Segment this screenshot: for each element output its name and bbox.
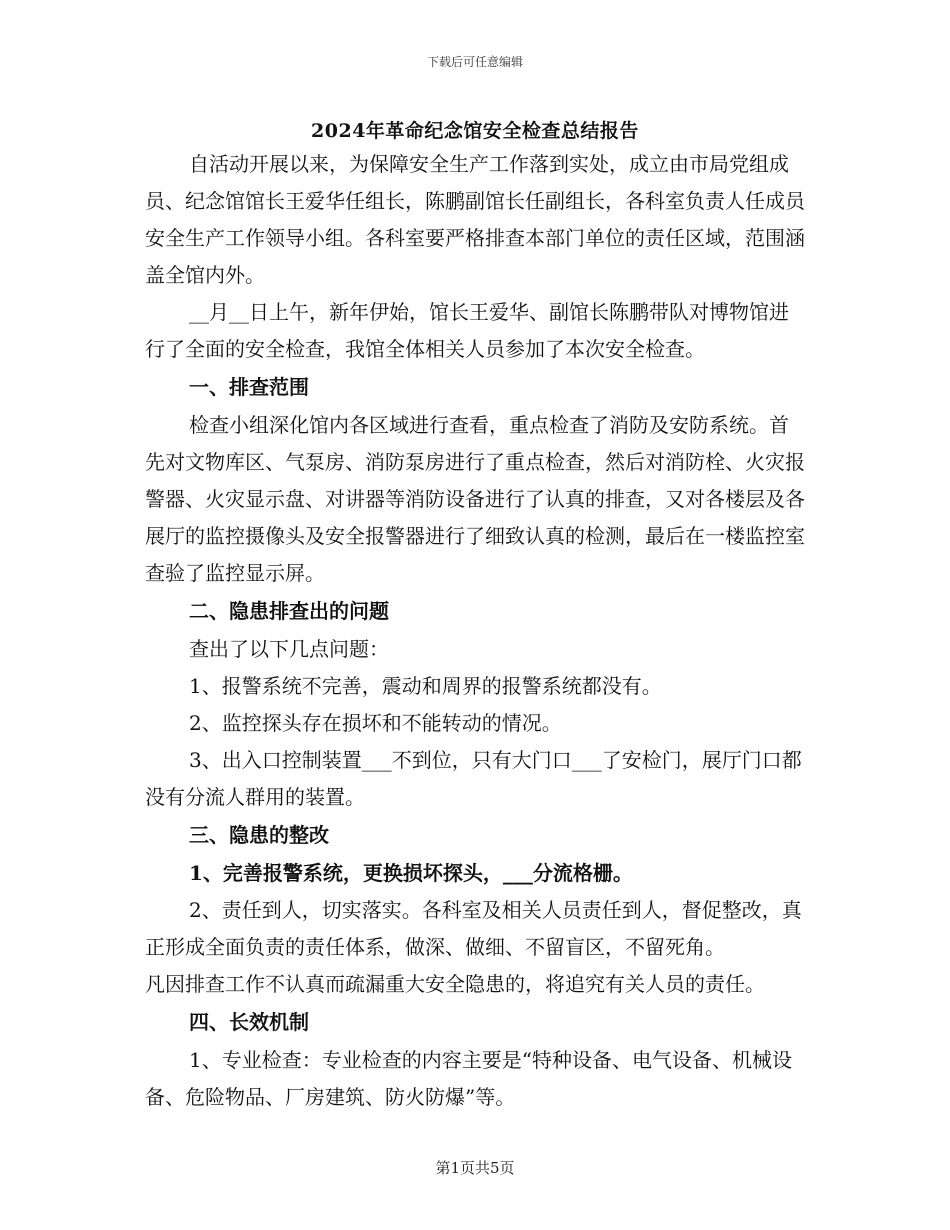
section-heading-mechanism: 四、长效机制 (189, 1010, 309, 1034)
paragraph-problems-intro: 查出了以下几点问题： (189, 637, 389, 661)
header-note: 下载后可任意编辑 (426, 55, 523, 69)
document-body (145, 146, 805, 1116)
problem-item-1: 1、报警系统不完善，震动和周界的报警系统都没有。 (189, 674, 662, 698)
paragraph-inspection-date: __月__日上午，新年伊始，馆长王爱华、副馆长陈鹏带队对博物馆进行了全面的安全检查，我馆全体相关人员参加了本次安全检查。 (145, 300, 789, 361)
mechanism-item-1: 1、专业检查：专业检查的内容主要是“特种设备、电气设备、机械设备、危险物品、厂房建筑、防火防爆”等。 (145, 1048, 792, 1109)
rectification-item-1: 1、完善报警系统，更换损坏探头，___分流格栅。 (189, 861, 633, 885)
section-heading-rectification: 三、隐患的整改 (189, 823, 329, 847)
problem-item-3: 3、出入口控制装置___不到位，只有大门口___了安检门，展厅门口都没有分流人群用的装置。 (145, 748, 802, 809)
page-footer: 第1页共5页 (435, 1159, 515, 1177)
paragraph-scope: 检查小组深化馆内各区域进行查看，重点检查了消防及安防系统。首先对文物库区、气泵房、消防泵房进行了重点检查，然后对消防栓、火灾报警器、火灾显示盘、对讲器等消防设备进行了认真的排查，又对各楼层及各展厅的监控摄像头及安全报警器进行了细致认真的检测，最后在一楼监控室查验了监控显示屏。 (145, 413, 805, 585)
paragraph-intro: 自活动开展以来，为保障安全生产工作落到实处，成立由市局党组成员、纪念馆馆长王爱华任组长，陈鹏副馆长任副组长，各科室负责人任成员安全生产工作领导小组。各科室要严格排查本部门单位的责任区域，范围涵盖全馆内外。 (145, 152, 805, 287)
document-title: 2024年革命纪念馆安全检查总结报告 (311, 120, 639, 142)
problem-item-2: 2、监控探头存在损坏和不能转动的情况。 (189, 711, 562, 735)
section-heading-problems: 二、隐患排查出的问题 (189, 599, 389, 623)
section-heading-scope: 一、排查范围 (189, 375, 309, 399)
paragraph-accountability: 凡因排查工作不认真而疏漏重大安全隐患的，将追究有关人员的责任。 (145, 972, 765, 996)
rectification-item-2: 2、责任到人，切实落实。各科室及相关人员责任到人，督促整改，真正形成全面负责的责任体系，做深、做细、不留盲区，不留死角。 (145, 898, 802, 959)
